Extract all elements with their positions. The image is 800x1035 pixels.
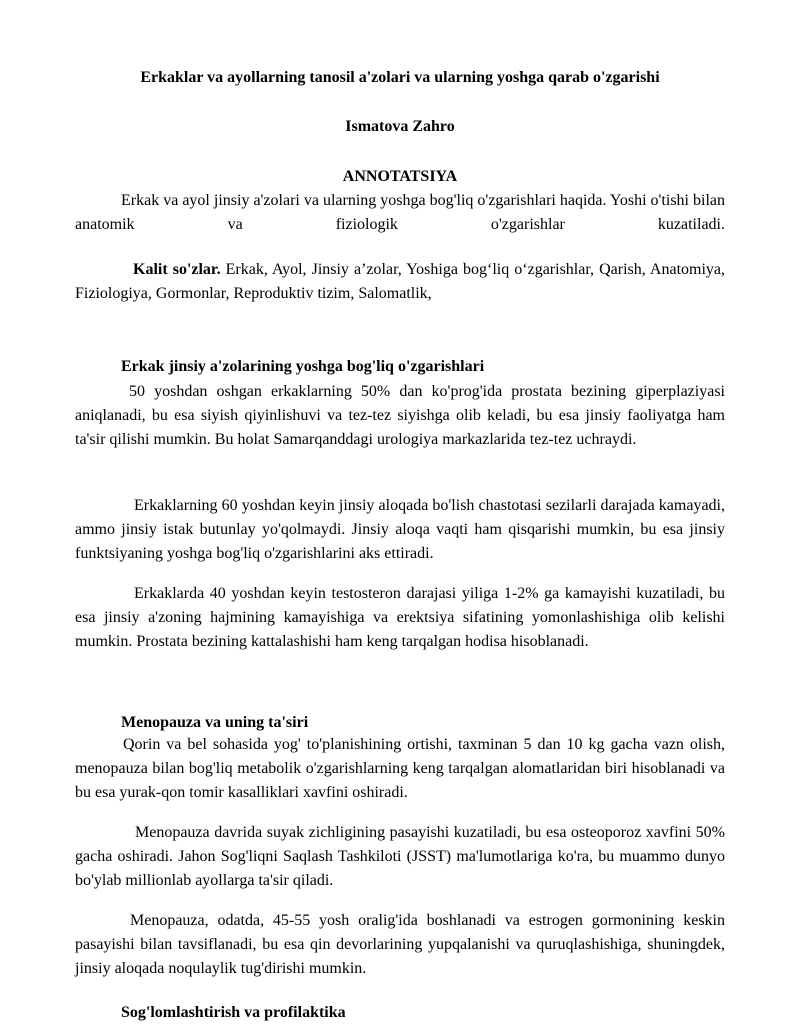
keywords-label: Kalit so'zlar. xyxy=(133,261,221,278)
male-paragraph-1: 50 yoshdan oshgan erkaklarning 50% dan ko'prog'ida prostata bezining giperplaziyasi aniqlanadi, bu esa siyish qiyinlishuvi va tez-tez siyishga olib keladi, bu esa jinsiy faoliyatga ham ta'sir qilishi mumkin. Bu holat Samarqanddagi urologiya markazlarida tez-tez uchraydi. xyxy=(75,383,725,449)
annotation-text: Erkak va ayol jinsiy a'zolari va ularning yoshga bog'liq o'zgarishlari haqida. Yoshi o'tishi bilan anatomik va fiziologik o'zgarishlar kuzatiladi. xyxy=(75,192,725,234)
male-paragraph-3: Erkaklarda 40 yoshdan keyin testosteron darajasi yiliga 1-2% ga kamayishi kuzatiladi, bu esa jinsiy a'zoning hajmining kamayishiga va erektsiya sifatining yomonlashishiga olib kelishi mumkin. Prostata bezining kattalashishi ham keng tarqalgan hodisa hisoblanadi. xyxy=(75,585,725,651)
keywords-text: Erkak, Ayol, Jinsiy a’zolar, Yoshiga bog‘liq o‘zgarishlar, Qarish, Anatomiya, Fiziologiya, Gormonlar, Reproduktiv tizim, Salomatlik, xyxy=(75,261,726,303)
menopause-paragraph-1: Qorin va bel sohasida yog' to'planishining ortishi, taxminan 5 dan 10 kg gacha vazn olish, menopauza bilan bog'liq metabolik o'zgarishlarning keng tarqalgan alomatlaridan biri hisoblanadi va bu esa yurak-qon tomir kasalliklari xavfini oshiradi. xyxy=(75,736,725,802)
menopause-paragraph-3: Menopauza, odatda, 45-55 yosh oralig'ida boshlanadi va estrogen gormonining keskin pasayishi bilan tavsiflanadi, bu esa qin devorlarining yupqalanishi va quruqlashishiga, shuningdek, jinsiy aloqada noqulaylik tug'dirishi mumkin. xyxy=(75,912,725,978)
section-heading-menopause: Menopauza va uning ta'siri xyxy=(121,714,309,731)
keywords-paragraph xyxy=(75,258,725,306)
menopause-paragraph-2: Menopauza davrida suyak zichligining pasayishi kuzatiladi, bu esa osteoporoz xavfini 50% gacha oshiradi. Jahon Sog'liqni Saqlash Tashkiloti (JSST) ma'lumotlariga ko'ra, bu muammo dunyo bo'ylab millionlab ayollarga ta'sir qiladi. xyxy=(75,824,725,890)
author-name: Ismatova Zahro xyxy=(345,118,455,135)
annotation-heading: ANNOTATSIYA xyxy=(342,168,458,185)
male-paragraph-2: Erkaklarning 60 yoshdan keyin jinsiy aloqada bo'lish chastotasi sezilarli darajada kamayadi, ammo jinsiy istak butunlay yo'qolmaydi. Jinsiy aloqa vaqti ham qisqarishi mumkin, bu esa jinsiy funktsiyaning yoshga bog'liq o'zgarishlarini aks ettiradi. xyxy=(75,497,725,563)
section-heading-prevention: Sog'lomlashtirish va profilaktika xyxy=(121,1004,346,1021)
section-heading-male: Erkak jinsiy a'zolarining yoshga bog'liq o'zgarishlari xyxy=(121,358,485,375)
document-title: Erkaklar va ayollarning tanosil a'zolari va ularning yoshga qarab o'zgarishi xyxy=(140,69,660,86)
